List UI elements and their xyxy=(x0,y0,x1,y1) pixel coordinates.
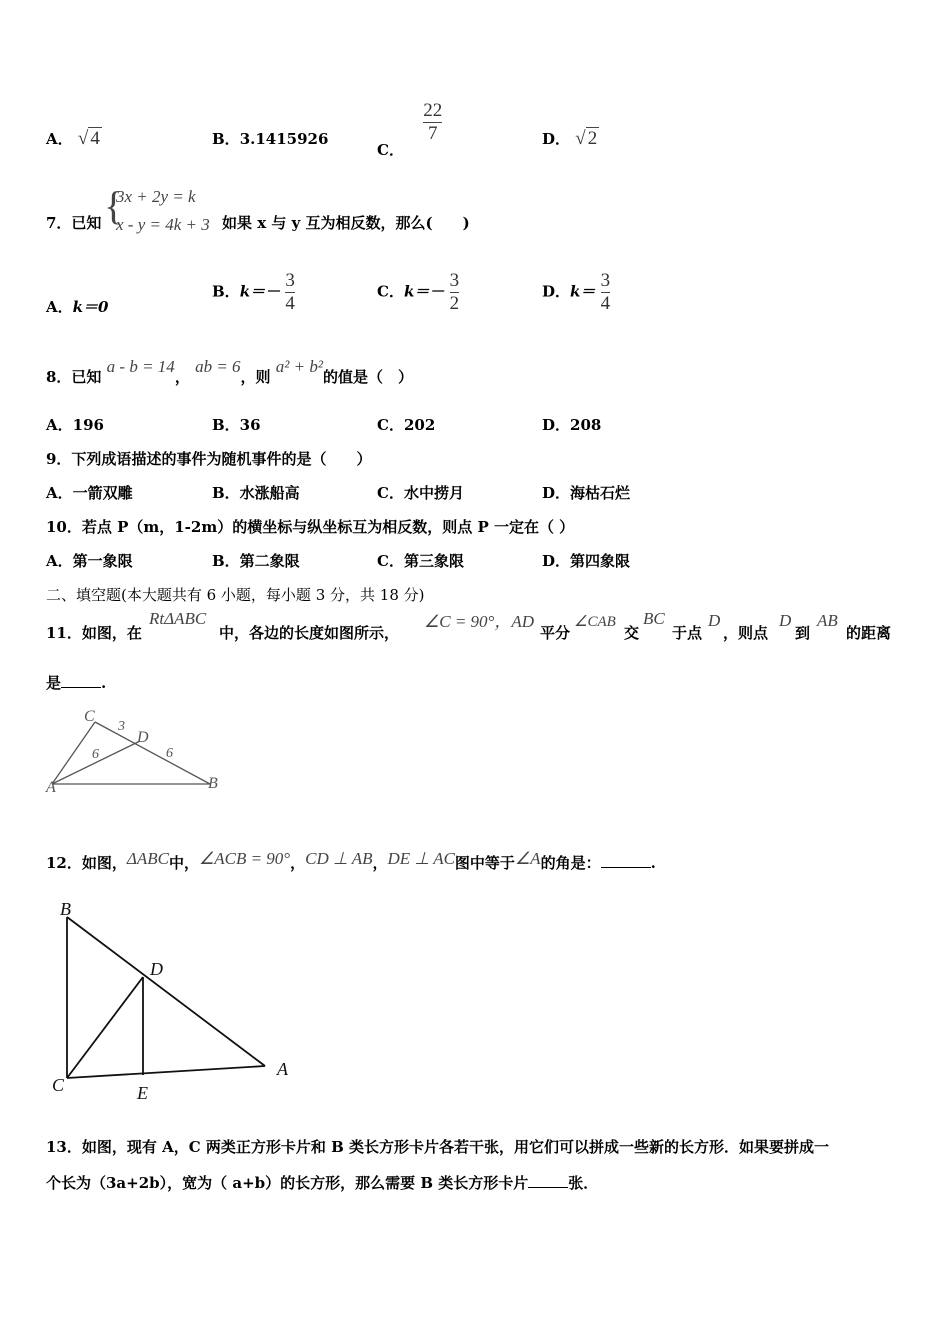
q6-option-d: D． √ 2 xyxy=(542,128,598,149)
q8-option-d: D．208 xyxy=(542,416,602,434)
q11-condition: ∠C = 90°，AD xyxy=(424,612,535,631)
answer-blank xyxy=(528,1173,568,1188)
q9-option-c: C．水中捞月 xyxy=(377,484,464,502)
segment-ca xyxy=(52,722,95,784)
q10-option-c: C．第三象限 xyxy=(377,552,464,570)
q11-text-3: 交 xyxy=(624,624,640,642)
label-db-length: 6 xyxy=(166,746,173,761)
q6-option-a: A． √ 4 xyxy=(46,128,100,149)
answer-blank xyxy=(601,853,651,868)
label-e: E xyxy=(137,1083,148,1103)
label-cd-length: 3 xyxy=(118,719,125,734)
q7-option-c: C．k＝－ $\frac{3}{2}$ xyxy=(377,270,460,314)
q8-stem: 8．已知 a - b = 14， ab = 6，则 a² + b²的值是（ ） xyxy=(46,357,413,386)
segment-ca xyxy=(67,1066,265,1078)
q9-stem: 9．下列成语描述的事件为随机事件的是（ ） xyxy=(46,450,372,468)
q11-text-6: 到 xyxy=(795,624,811,642)
q11-text-5: ，则点 xyxy=(723,624,769,642)
segment-ba xyxy=(67,917,265,1066)
q11-text-7: 的距离 xyxy=(846,624,892,642)
q11-d: D xyxy=(708,611,721,630)
fraction: $\frac{3}{4}$ xyxy=(285,270,295,314)
q6-option-c: C． $\frac{22}{7}$ xyxy=(377,100,443,159)
q7-number: 7．已知 xyxy=(46,214,102,232)
q11-number: 11．如图，在 xyxy=(46,624,142,642)
q6-option-b: B．3.1415926 xyxy=(212,130,329,148)
label-c: C xyxy=(84,708,95,725)
label-d: D xyxy=(137,729,149,746)
q9-option-b: B．水涨船高 xyxy=(212,484,300,502)
label-a: A xyxy=(46,779,56,796)
q12-stem: 12．如图，ΔABC中，∠ACB = 90°，CD ⊥ AB，DE ⊥ AC图中等于∠A的角是： . xyxy=(46,849,656,872)
q8-option-c: C．202 xyxy=(377,416,436,434)
q7-option-d: D．k＝ $\frac{3}{4}$ xyxy=(542,270,611,314)
q10-option-a: A．第一象限 xyxy=(46,552,133,570)
q11-bc: BC xyxy=(643,609,665,628)
q8-option-b: B．36 xyxy=(212,416,261,434)
q11-text-1: 中，各边的长度如图所示， xyxy=(219,624,400,642)
q11-text-4: 于点 xyxy=(672,624,703,642)
q11-angle: ∠CAB xyxy=(574,614,616,630)
fraction: $\frac{22}{7}$ xyxy=(423,100,443,144)
fraction: $\frac{3}{2}$ xyxy=(449,270,460,314)
segment-cd xyxy=(67,977,143,1078)
q11-triangle: RtΔABC xyxy=(149,609,207,628)
q10-option-d: D．第四象限 xyxy=(542,552,631,570)
q10-option-b: B．第二象限 xyxy=(212,552,300,570)
fraction: $\frac{3}{4}$ xyxy=(600,270,611,314)
label-a: A xyxy=(277,1059,288,1079)
label-c: C xyxy=(52,1075,65,1095)
q12-triangle-figure xyxy=(40,895,300,1105)
q9-option-d: D．海枯石烂 xyxy=(542,484,631,502)
sqrt-expression: √ 2 xyxy=(575,128,598,149)
q11-text-2: 平分 xyxy=(540,624,571,642)
q11-d2: D xyxy=(779,611,792,630)
label-b: B xyxy=(60,899,71,919)
q7-stem-tail: 如果 x 与 y 互为相反数，那么( ) xyxy=(222,214,470,232)
segment-cb xyxy=(95,722,210,784)
q7-option-a: A．k＝0 xyxy=(46,298,109,316)
sqrt-expression: √ 4 xyxy=(77,128,100,149)
q10-stem: 10．若点 P（m，1-2m）的横坐标与纵坐标互为相反数，则点 P 一定在（ ） xyxy=(46,518,575,536)
left-brace-icon: { xyxy=(104,183,124,228)
q13-line-2: 个长为（3a+2b），宽为（ a+b）的长方形，那么需要 B 类长方形卡片 张． xyxy=(46,1174,599,1192)
q11-triangle-figure xyxy=(40,700,240,800)
q7-option-b: B．k＝－ $\frac{3}{4}$ xyxy=(212,270,295,314)
label-d: D xyxy=(150,959,163,979)
label-b: B xyxy=(208,775,218,792)
label-ad-length: 6 xyxy=(92,747,99,762)
q11-line-2: 是 . xyxy=(46,674,107,692)
q9-option-a: A．一箭双雕 xyxy=(46,484,133,502)
answer-blank xyxy=(61,673,101,688)
section-heading: 二、填空题(本大题共有 6 小题，每小题 3 分，共 18 分) xyxy=(46,586,425,604)
q13-line-1: 13．如图，现有 A，C 两类正方形卡片和 B 类长方形卡片各若干张，用它们可以拼成一些新的长方形．如果要拼成一 xyxy=(46,1138,830,1156)
q8-option-a: A．196 xyxy=(46,416,104,434)
q11-ab: AB xyxy=(817,611,838,630)
